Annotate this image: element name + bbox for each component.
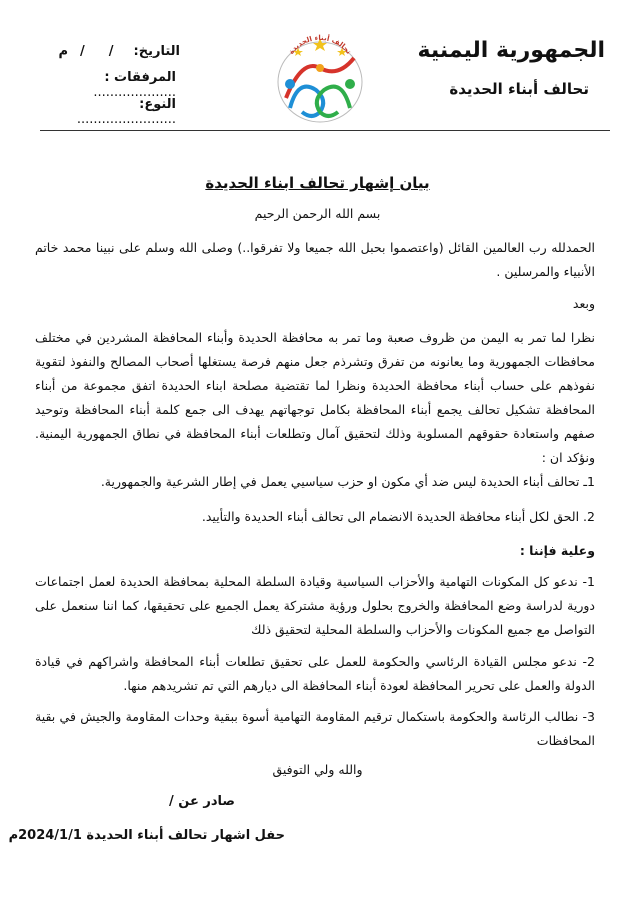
call-1: 1- ندعو كل المكونات التهامية والأحزاب السياسية وقيادة السلطة المحلية بمحافظة الحديدة لعمل اجتماعات دورية لدراسة وضع المحافظة والخروج بحلول ورؤية مشتركة يعمل الجميع على تحقيقها، كما اننا سنعمل على التواصل مع جميع المكونات والأحزاب والسلطة المحلية لتحقيق ذلك — [35, 574, 595, 637]
therefore-heading: وعلية فإننا : — [519, 543, 595, 558]
attachments-line — [46, 70, 176, 100]
alliance-logo — [268, 28, 372, 128]
date-line — [30, 44, 180, 59]
point-2: 2. الحق لكل أبناء محافظة الحديدة الانضمام الى تحالف أبناء الحديدة والتأييد. — [201, 509, 595, 524]
attachments-dots: .................... — [93, 85, 176, 100]
intro-paragraph: الحمدلله رب العالمين القائل (واعتصموا بحبل الله جميعا ولا تفرقوا..) وصلى الله وسلم على نبينا محمد خاتم الأنبياء والمرسلين . — [35, 240, 595, 279]
type-label: النوع: — [139, 97, 176, 112]
logo-text: تحالف أبناء الحديدة — [287, 33, 353, 56]
call-2: 2- ندعو مجلس القيادة الرئاسي والحكومة للعمل على تحقيق تطلعات أبناء المحافظة واشراكهم في قيادة الدولة والعمل على تحرير المحافظة لعودة أبناء المحافظة الى ديارهم التي تم تشريدهم منها. — [35, 654, 595, 693]
title-text: بيان إشهار تحالف ابناء الحديدة — [205, 174, 430, 192]
closing-line: والله ولي التوفيق — [272, 762, 363, 777]
type-line — [46, 97, 176, 127]
alliance-name: تحالف أبناء الحديدة — [449, 80, 589, 98]
attachments-label: المرفقات : — [104, 70, 176, 85]
call-3: 3- نطالب الرئاسة والحكومة باستكمال ترقيم المقاومة التهامية أسوة ببقية وحدات المقاومة والجيش في بقية المحافظات — [35, 709, 595, 748]
country-name: الجمهورية اليمنية — [417, 38, 605, 63]
footer-line: حفل اشهار تحالف أبناء الحديدة 2024/1/1م — [8, 828, 285, 843]
main-paragraph: نظرا لما تمر به اليمن من ظروف صعبة وما تمر به محافظة الحديدة وأبناء المحافظة المشردين في مختلف محافظات الجمهورية وما يعانونه من تفرق وتشرذم جعل منهم فرصة يستغلها أصحاب المصالح والنفوذ لتقوية نفوذهم على حساب أبناء محافظة الحديدة ونظرا لما تقتضية مصلحة ابناء الحديدة اتفق مجموعة من أبناء المحافظة تشكيل تحالف يجمع أبناء المحافظة بكامل توجهاتهم يهدف الى جمع كلمة أبناء المحافظة وتوحيد صفهم واستعادة حقوقهم المسلوبة وذلك لتحقيق آمال وتطلعات أبناء المحافظة في نطاق الجمهورية اليمنية. ونؤكد ان : — [35, 330, 595, 465]
date-label: التاريخ: — [133, 44, 180, 59]
bismillah: بسم الله الرحمن الرحيم — [254, 206, 381, 221]
issued-by: صادر عن / — [169, 794, 235, 809]
wabaad-line: وبعد — [572, 296, 595, 311]
header-divider — [40, 130, 610, 131]
point-1: 1ـ تحالف أبناء الحديدة ليس ضد أي مكون او حزب سياسيي يعمل في إطار الشرعية والجمهورية. — [100, 474, 595, 489]
logo-graphic — [268, 28, 372, 128]
date-suffix: م — [58, 44, 69, 59]
document-title — [0, 174, 635, 192]
date-sep: / — [80, 44, 85, 59]
type-dots: ........................ — [76, 112, 176, 127]
date-sep: / — [108, 44, 114, 59]
